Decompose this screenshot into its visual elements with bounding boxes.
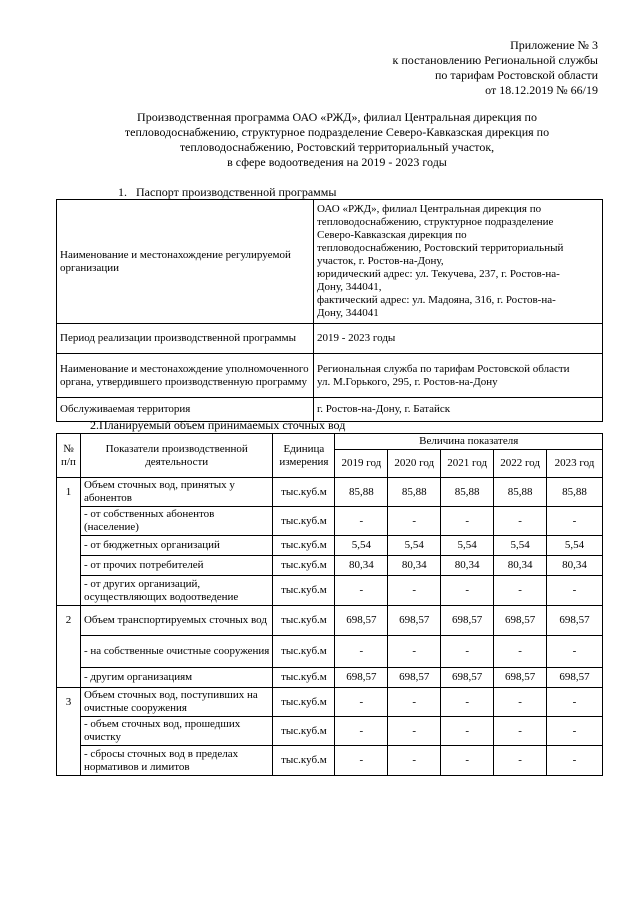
passport-value — [314, 200, 603, 324]
row-value: 698,57 — [388, 668, 441, 688]
row-value: - — [494, 746, 547, 776]
value-line: Северо-Кавказская дирекция по — [317, 229, 467, 241]
row-value: 5,54 — [388, 536, 441, 556]
row-value: - — [547, 688, 603, 717]
row-indicator: - от других организаций, осуществляющих водоотведение — [80, 576, 272, 606]
row-value: - — [335, 636, 388, 668]
passport-row — [57, 354, 603, 398]
row-value: 698,57 — [547, 606, 603, 636]
header-year: 2023 год — [547, 450, 603, 478]
row-value: - — [388, 636, 441, 668]
row-number — [57, 746, 81, 776]
row-value: 5,54 — [547, 536, 603, 556]
passport-row — [57, 200, 603, 324]
passport-table — [56, 199, 603, 422]
row-value: - — [388, 688, 441, 717]
volume-body — [57, 478, 603, 776]
row-value: 85,88 — [441, 478, 494, 507]
row-value: - — [547, 746, 603, 776]
row-unit: тыс.куб.м — [273, 606, 335, 636]
value-line: ОАО «РЖД», филиал Центральная дирекция по — [317, 203, 542, 215]
row-indicator: Объем сточных вод, поступивших на очистные сооружения — [80, 688, 272, 717]
volume-table — [56, 433, 603, 776]
row-indicator: - от бюджетных организаций — [80, 536, 272, 556]
row-value: 698,57 — [441, 606, 494, 636]
table-row — [57, 576, 603, 606]
row-unit: тыс.куб.м — [273, 636, 335, 668]
row-value: - — [335, 717, 388, 746]
header-num: № п/п — [57, 434, 81, 478]
section-2-heading: 2.Планируемый объем принимаемых сточных вод — [90, 418, 346, 432]
appendix-line: к постановлению Региональной службы — [392, 53, 598, 67]
section-1-heading: 1. Паспорт производственной программы — [118, 185, 337, 199]
passport-row — [57, 324, 603, 354]
appendix-line: по тарифам Ростовской области — [434, 68, 598, 82]
row-number: 2 — [57, 606, 81, 636]
value-line: тепловодоснабжению, Ростовский территориальный — [317, 242, 564, 254]
row-number — [57, 576, 81, 606]
value-line: участок, г. Ростов-на-Дону, — [317, 255, 444, 267]
header-indicator: Показатели производственной деятельности — [80, 434, 272, 478]
row-value: - — [441, 688, 494, 717]
title-line: в сфере водоотведения на 2019 - 2023 годы — [227, 155, 447, 169]
row-value: - — [441, 507, 494, 536]
row-indicator: - сбросы сточных вод в пределах нормативов и лимитов — [80, 746, 272, 776]
title-line: Производственная программа ОАО «РЖД», филиал Центральная дирекция по — [137, 110, 537, 124]
header-unit: Единица измерения — [273, 434, 335, 478]
passport-value — [314, 324, 603, 354]
row-unit: тыс.куб.м — [273, 556, 335, 576]
value-line: Дону, 344041, — [317, 281, 382, 293]
row-value: 698,57 — [335, 606, 388, 636]
row-number — [57, 536, 81, 556]
row-value: - — [547, 507, 603, 536]
row-value: 698,57 — [388, 606, 441, 636]
row-value: - — [494, 688, 547, 717]
document-title — [72, 110, 602, 170]
row-number: 1 — [57, 478, 81, 507]
table-row — [57, 556, 603, 576]
row-value: 698,57 — [441, 668, 494, 688]
row-value: - — [388, 746, 441, 776]
appendix-header — [298, 38, 598, 98]
row-value: - — [441, 717, 494, 746]
row-indicator: Объем транспортируемых сточных вод — [80, 606, 272, 636]
table-row — [57, 636, 603, 668]
row-value: 80,34 — [547, 556, 603, 576]
row-value: - — [494, 507, 547, 536]
row-number — [57, 556, 81, 576]
row-unit: тыс.куб.м — [273, 576, 335, 606]
row-value: 85,88 — [494, 478, 547, 507]
passport-label: Наименование и местонахождение регулируемой организации — [57, 200, 314, 324]
value-line: ул. М.Горького, 295, г. Ростов-на-Дону — [317, 375, 498, 388]
row-number — [57, 507, 81, 536]
value-line: г. Ростов-на-Дону, г. Батайск — [317, 403, 451, 415]
table-row — [57, 536, 603, 556]
value-line: фактический адрес: ул. Мадояна, 316, г. Ростов-на- — [317, 294, 556, 306]
row-value: 85,88 — [547, 478, 603, 507]
row-value: 5,54 — [441, 536, 494, 556]
passport-label: Обслуживаемая территория — [57, 398, 314, 422]
row-value: - — [547, 636, 603, 668]
passport-label: Наименование и местонахождение уполномоченного органа, утвердившего производственную программу — [57, 354, 314, 398]
header-year: 2019 год — [335, 450, 388, 478]
table-row — [57, 478, 603, 507]
passport-label: Период реализации производственной программы — [57, 324, 314, 354]
value-line: 2019 - 2023 годы — [317, 332, 396, 344]
row-value: - — [388, 507, 441, 536]
row-unit: тыс.куб.м — [273, 668, 335, 688]
value-line: тепловодоснабжению, структурное подразделение — [317, 216, 554, 228]
row-value: - — [494, 576, 547, 606]
row-value: - — [441, 576, 494, 606]
row-indicator: - объем сточных вод, прошедших очистку — [80, 717, 272, 746]
row-number — [57, 668, 81, 688]
row-value: - — [547, 717, 603, 746]
row-value: - — [441, 636, 494, 668]
row-indicator: - от прочих потребителей — [80, 556, 272, 576]
table-row — [57, 688, 603, 717]
row-unit: тыс.куб.м — [273, 717, 335, 746]
appendix-line: Приложение № 3 — [510, 38, 598, 52]
row-indicator: Объем сточных вод, принятых у абонентов — [80, 478, 272, 507]
table-row — [57, 668, 603, 688]
row-value: - — [494, 636, 547, 668]
header-value: Величина показателя — [335, 434, 603, 450]
row-value: 80,34 — [335, 556, 388, 576]
header-year: 2022 год — [494, 450, 547, 478]
passport-value — [314, 354, 603, 398]
row-unit: тыс.куб.м — [273, 688, 335, 717]
title-line: тепловодоснабжению, структурное подразделение Северо-Кавказская дирекция по — [124, 125, 550, 139]
table-row — [57, 717, 603, 746]
table-row — [57, 606, 603, 636]
row-unit: тыс.куб.м — [273, 536, 335, 556]
table-row — [57, 746, 603, 776]
row-indicator: - на собственные очистные сооружения — [80, 636, 272, 668]
row-indicator: - другим организациям — [80, 668, 272, 688]
row-value: - — [335, 507, 388, 536]
row-value: - — [388, 576, 441, 606]
appendix-line: от 18.12.2019 № 66/19 — [485, 83, 598, 97]
row-value: - — [494, 717, 547, 746]
row-number — [57, 717, 81, 746]
row-value: 85,88 — [388, 478, 441, 507]
header-row — [57, 434, 603, 450]
value-line: юридический адрес: ул. Текучева, 237, г. Ростов-на- — [317, 268, 560, 280]
row-value: - — [547, 576, 603, 606]
passport-value — [314, 398, 603, 422]
row-value: 80,34 — [388, 556, 441, 576]
value-line: Дону, 344041 — [317, 307, 379, 319]
value-line: Региональная служба по тарифам Ростовской области — [317, 362, 570, 375]
row-number: 3 — [57, 688, 81, 717]
title-line: тепловодоснабжению, Ростовский территориальный участок, — [179, 140, 495, 154]
row-unit: тыс.куб.м — [273, 478, 335, 507]
row-value: - — [335, 746, 388, 776]
row-value: 698,57 — [335, 668, 388, 688]
row-value: 80,34 — [441, 556, 494, 576]
row-value: - — [441, 746, 494, 776]
row-value: - — [388, 717, 441, 746]
header-year: 2020 год — [388, 450, 441, 478]
row-unit: тыс.куб.м — [273, 746, 335, 776]
row-number — [57, 636, 81, 668]
header-year: 2021 год — [441, 450, 494, 478]
row-value: 80,34 — [494, 556, 547, 576]
row-value: 5,54 — [335, 536, 388, 556]
row-value: - — [335, 576, 388, 606]
row-value: 5,54 — [494, 536, 547, 556]
row-unit: тыс.куб.м — [273, 507, 335, 536]
row-value: 698,57 — [547, 668, 603, 688]
row-value: 698,57 — [494, 668, 547, 688]
row-indicator: - от собственных абонентов (население) — [80, 507, 272, 536]
row-value: - — [335, 688, 388, 717]
row-value: 698,57 — [494, 606, 547, 636]
table-row — [57, 507, 603, 536]
row-value: 85,88 — [335, 478, 388, 507]
